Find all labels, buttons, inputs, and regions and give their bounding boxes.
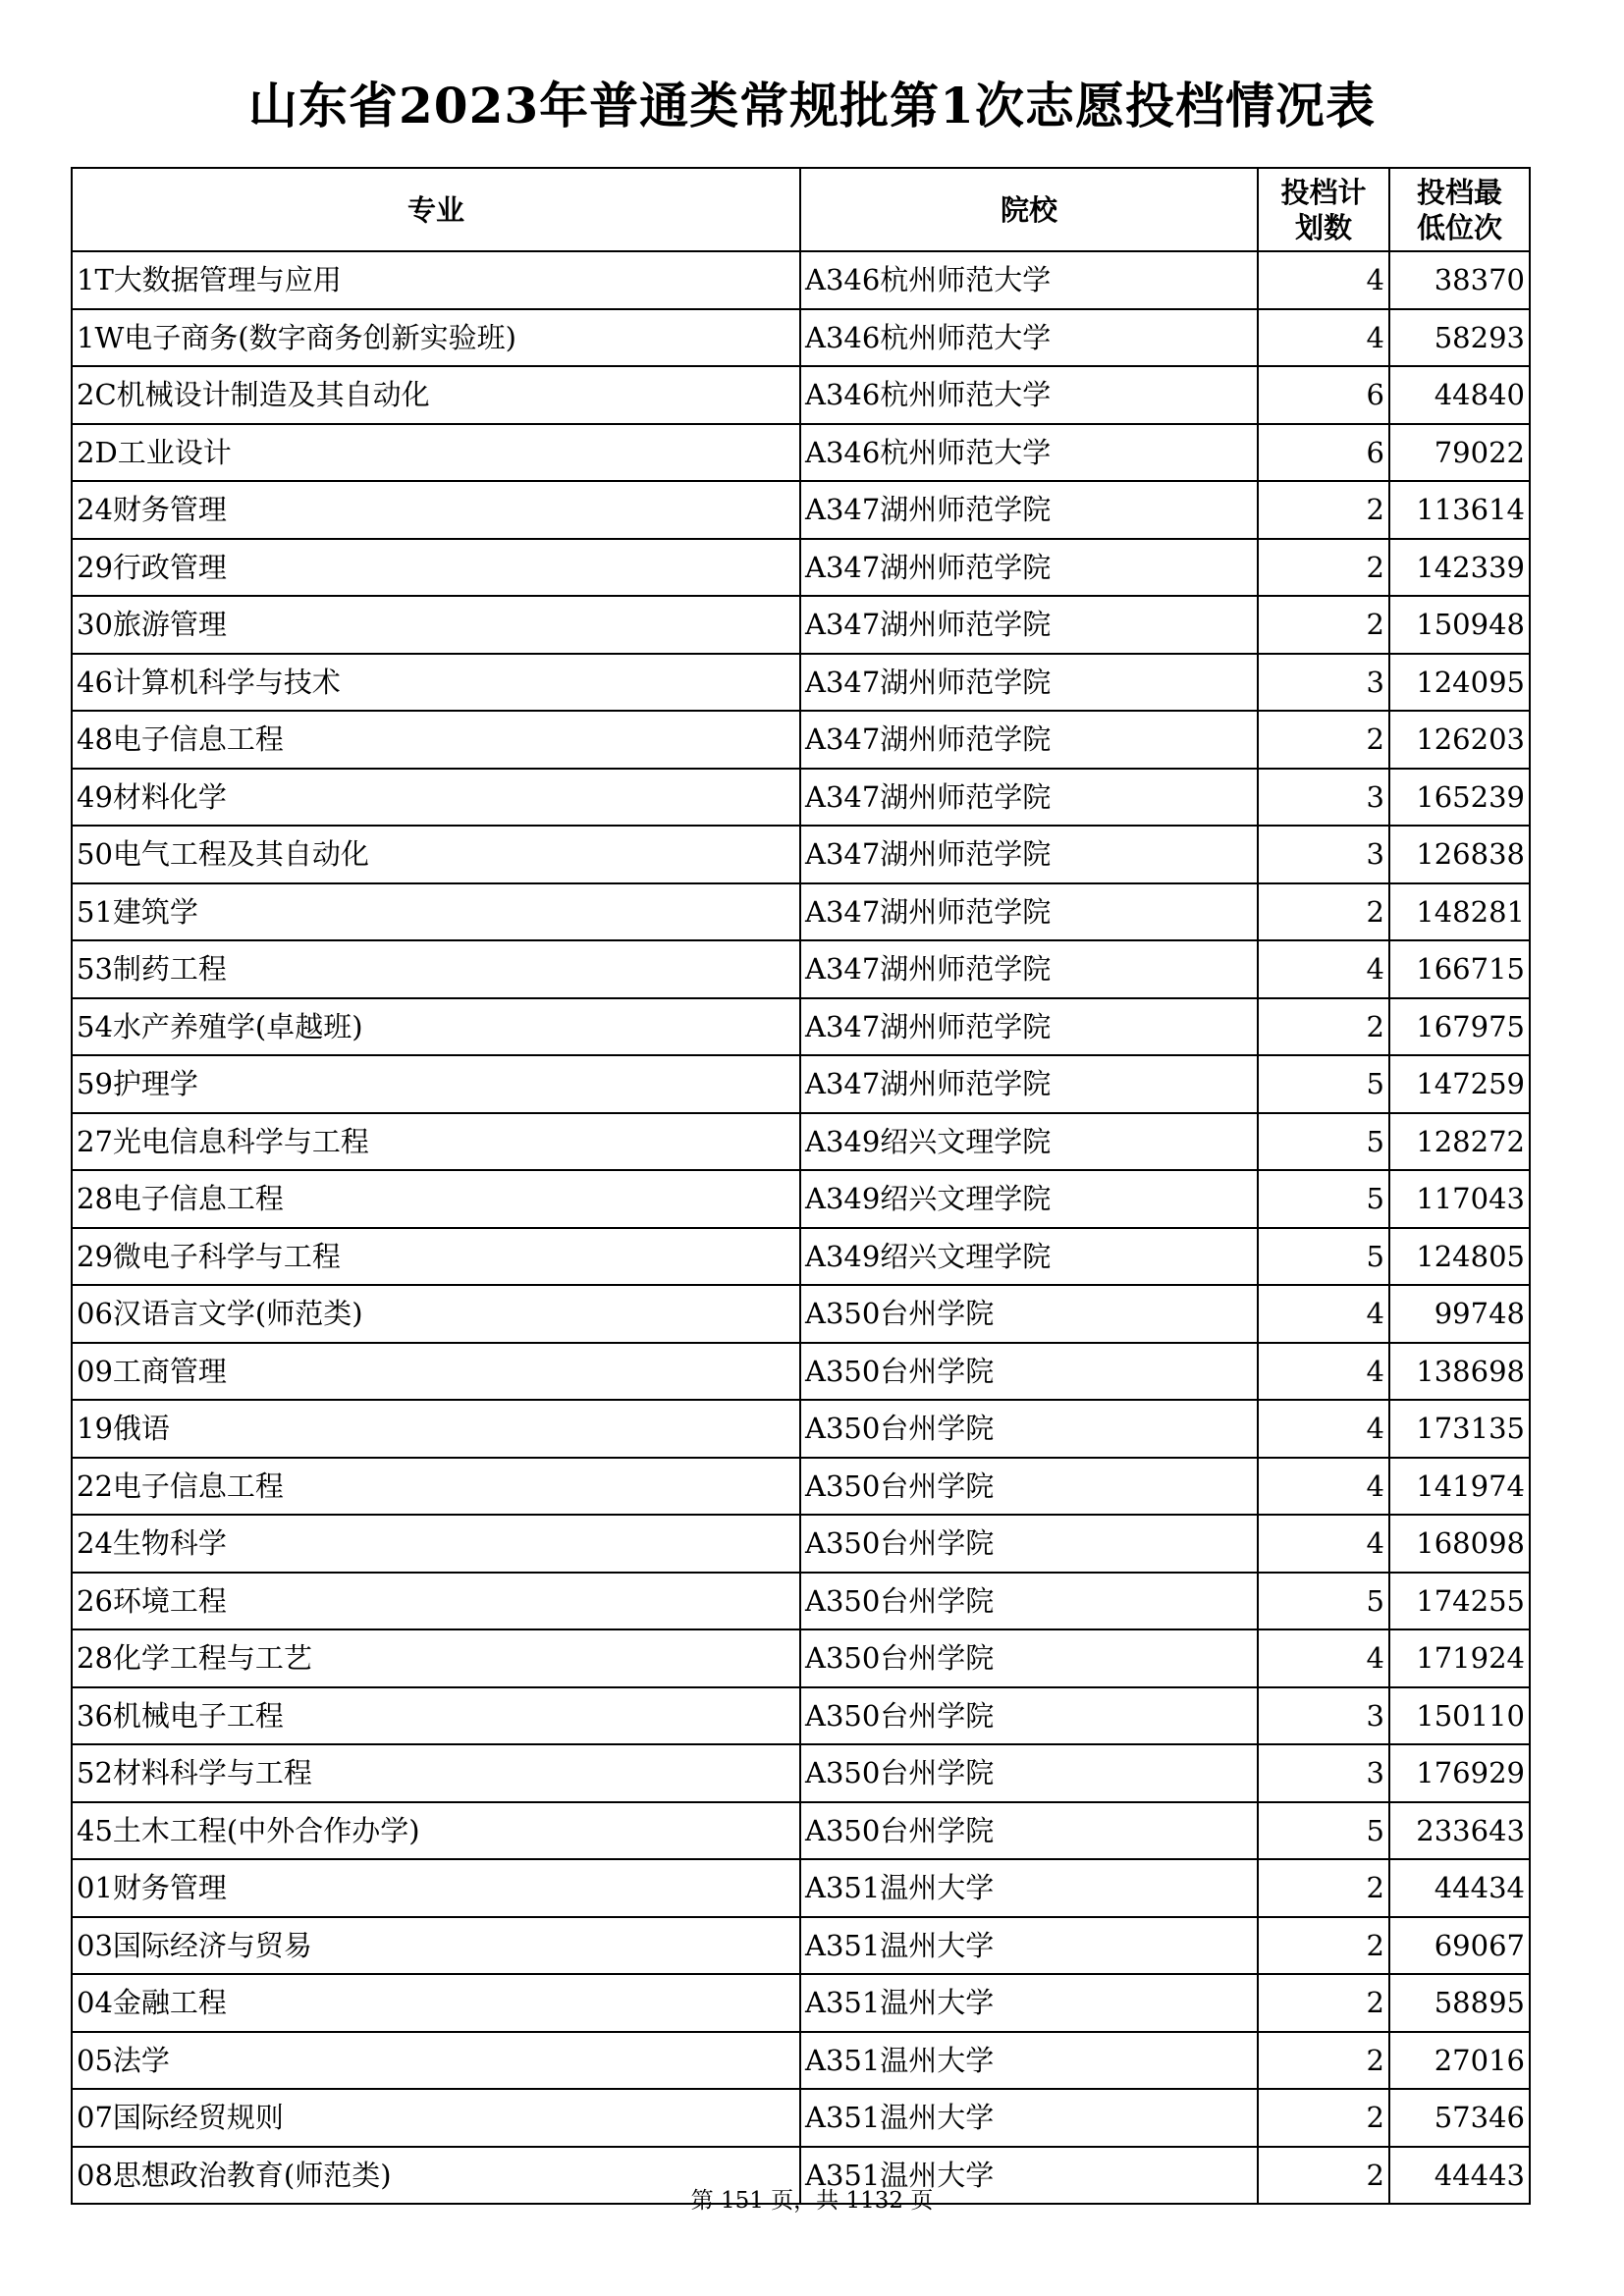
major-cell: 59护理学 [72,1055,800,1113]
table-row [72,1687,1530,1745]
table-row [72,1170,1530,1228]
plan-cell: 2 [1258,1917,1389,1975]
school-cell: A346杭州师范大学 [800,424,1258,482]
plan-cell: 4 [1258,1629,1389,1687]
rank-cell: 142339 [1389,539,1530,597]
rank-cell: 79022 [1389,424,1530,482]
major-cell: 54水产养殖学(卓越班) [72,998,800,1056]
major-cell: 50电气工程及其自动化 [72,826,800,883]
major-cell: 06汉语言文学(师范类) [72,1285,800,1343]
plan-cell: 2 [1258,596,1389,654]
major-cell: 2D工业设计 [72,424,800,482]
plan-cell: 3 [1258,1744,1389,1802]
plan-cell: 2 [1258,2089,1389,2147]
school-cell: A347湖州师范学院 [800,711,1258,769]
plan-cell: 2 [1258,1974,1389,2032]
major-cell: 05法学 [72,2032,800,2090]
table-header-row [72,168,1530,251]
school-cell: A346杭州师范大学 [800,366,1258,424]
rank-cell: 138698 [1389,1343,1530,1401]
school-cell: A349绍兴文理学院 [800,1170,1258,1228]
major-cell: 24财务管理 [72,481,800,539]
school-cell: A350台州学院 [800,1802,1258,1860]
rank-cell: 148281 [1389,883,1530,941]
rank-cell: 176929 [1389,1744,1530,1802]
table-row [72,539,1530,597]
school-cell: A351温州大学 [800,1859,1258,1917]
plan-cell: 2 [1258,883,1389,941]
rank-cell: 126838 [1389,826,1530,883]
school-cell: A347湖州师范学院 [800,998,1258,1056]
rank-cell: 167975 [1389,998,1530,1056]
rank-cell: 38370 [1389,251,1530,309]
rank-cell: 141974 [1389,1458,1530,1516]
table-row [72,1343,1530,1401]
school-cell: A350台州学院 [800,1343,1258,1401]
plan-cell: 6 [1258,424,1389,482]
header-rank-line1: 投档最 [1416,175,1502,209]
rank-cell: 58895 [1389,1974,1530,2032]
page-footer: 第 151 页，共 1132 页 [690,2188,934,2214]
major-cell: 29微电子科学与工程 [72,1228,800,1286]
plan-cell: 4 [1258,309,1389,367]
major-cell: 24生物科学 [72,1515,800,1573]
rank-cell: 174255 [1389,1573,1530,1630]
school-cell: A347湖州师范学院 [800,1055,1258,1113]
table-row [72,1400,1530,1458]
table-row [72,596,1530,654]
school-cell: A347湖州师范学院 [800,940,1258,998]
plan-cell: 3 [1258,769,1389,827]
plan-cell: 2 [1258,1859,1389,1917]
plan-cell: 2 [1258,2032,1389,2090]
school-cell: A349绍兴文理学院 [800,1228,1258,1286]
school-cell: A347湖州师范学院 [800,769,1258,827]
table-row [72,1802,1530,1860]
table-row [72,1228,1530,1286]
rank-cell: 113614 [1389,481,1530,539]
table-row [72,1458,1530,1516]
school-cell: A351温州大学 [800,2147,1258,2205]
table-row [72,998,1530,1056]
major-cell: 45土木工程(中外合作办学) [72,1802,800,1860]
plan-cell: 4 [1258,1285,1389,1343]
table-row [72,769,1530,827]
major-cell: 2C机械设计制造及其自动化 [72,366,800,424]
major-cell: 01财务管理 [72,1859,800,1917]
major-cell: 19俄语 [72,1400,800,1458]
major-cell: 27光电信息科学与工程 [72,1113,800,1171]
school-cell: A351温州大学 [800,2032,1258,2090]
table-row [72,1629,1530,1687]
major-cell: 08思想政治教育(师范类) [72,2147,800,2205]
table-row [72,366,1530,424]
major-cell: 22电子信息工程 [72,1458,800,1516]
major-cell: 30旅游管理 [72,596,800,654]
rank-cell: 150948 [1389,596,1530,654]
school-cell: A350台州学院 [800,1687,1258,1745]
school-cell: A350台州学院 [800,1458,1258,1516]
rank-cell: 69067 [1389,1917,1530,1975]
major-cell: 36机械电子工程 [72,1687,800,1745]
major-cell: 52材料科学与工程 [72,1744,800,1802]
page-title: 山东省2023年普通类常规批第1次志愿投档情况表 [248,77,1376,134]
major-cell: 07国际经贸规则 [72,2089,800,2147]
major-cell: 49材料化学 [72,769,800,827]
school-cell: A350台州学院 [800,1629,1258,1687]
table-row [72,1573,1530,1630]
major-cell: 46计算机科学与技术 [72,654,800,712]
major-cell: 26环境工程 [72,1573,800,1630]
rank-cell: 128272 [1389,1113,1530,1171]
plan-cell: 4 [1258,1400,1389,1458]
table-body [72,251,1530,2204]
rank-cell: 117043 [1389,1170,1530,1228]
school-cell: A351温州大学 [800,1917,1258,1975]
table-row [72,251,1530,309]
major-cell: 1W电子商务(数字商务创新实验班) [72,309,800,367]
major-cell: 29行政管理 [72,539,800,597]
major-cell: 51建筑学 [72,883,800,941]
plan-cell: 4 [1258,940,1389,998]
school-cell: A347湖州师范学院 [800,539,1258,597]
rank-cell: 44443 [1389,2147,1530,2205]
rank-cell: 165239 [1389,769,1530,827]
plan-cell: 4 [1258,251,1389,309]
rank-cell: 27016 [1389,2032,1530,2090]
table-row [72,654,1530,712]
major-cell: 53制药工程 [72,940,800,998]
table-row [72,1917,1530,1975]
rank-cell: 147259 [1389,1055,1530,1113]
table-row [72,2089,1530,2147]
school-cell: A350台州学院 [800,1285,1258,1343]
major-cell: 28电子信息工程 [72,1170,800,1228]
table-row [72,1113,1530,1171]
table-row [72,309,1530,367]
school-cell: A347湖州师范学院 [800,596,1258,654]
table-row [72,1055,1530,1113]
plan-cell: 5 [1258,1228,1389,1286]
school-cell: A350台州学院 [800,1573,1258,1630]
major-cell: 03国际经济与贸易 [72,1917,800,1975]
table-row [72,1744,1530,1802]
rank-cell: 124805 [1389,1228,1530,1286]
header-major: 专业 [72,168,800,251]
plan-cell: 4 [1258,1515,1389,1573]
plan-cell: 5 [1258,1113,1389,1171]
plan-cell: 2 [1258,2147,1389,2205]
major-cell: 1T大数据管理与应用 [72,251,800,309]
plan-cell: 3 [1258,1687,1389,1745]
rank-cell: 124095 [1389,654,1530,712]
plan-cell: 2 [1258,711,1389,769]
table-row [72,883,1530,941]
rank-cell: 168098 [1389,1515,1530,1573]
plan-cell: 4 [1258,1458,1389,1516]
table-row [72,1974,1530,2032]
header-rank [1389,168,1530,251]
plan-cell: 2 [1258,539,1389,597]
plan-cell: 2 [1258,998,1389,1056]
major-cell: 09工商管理 [72,1343,800,1401]
school-cell: A351温州大学 [800,2089,1258,2147]
rank-cell: 57346 [1389,2089,1530,2147]
plan-cell: 5 [1258,1573,1389,1630]
rank-cell: 166715 [1389,940,1530,998]
school-cell: A347湖州师范学院 [800,481,1258,539]
school-cell: A346杭州师范大学 [800,309,1258,367]
rank-cell: 233643 [1389,1802,1530,1860]
major-cell: 28化学工程与工艺 [72,1629,800,1687]
plan-cell: 5 [1258,1170,1389,1228]
school-cell: A346杭州师范大学 [800,251,1258,309]
plan-cell: 3 [1258,826,1389,883]
rank-cell: 44840 [1389,366,1530,424]
school-cell: A350台州学院 [800,1400,1258,1458]
admissions-table [71,167,1531,2205]
rank-cell: 99748 [1389,1285,1530,1343]
table-row [72,826,1530,883]
rank-cell: 150110 [1389,1687,1530,1745]
school-cell: A350台州学院 [800,1744,1258,1802]
school-cell: A351温州大学 [800,1974,1258,2032]
plan-cell: 2 [1258,481,1389,539]
table-row [72,481,1530,539]
major-cell: 48电子信息工程 [72,711,800,769]
header-school: 院校 [800,168,1258,251]
table-row [72,1285,1530,1343]
rank-cell: 58293 [1389,309,1530,367]
rank-cell: 173135 [1389,1400,1530,1458]
header-plan [1258,168,1389,251]
plan-cell: 4 [1258,1343,1389,1401]
table-row [72,1859,1530,1917]
plan-cell: 6 [1258,366,1389,424]
header-rank-line2: 低位次 [1416,210,1502,244]
table-row [72,424,1530,482]
plan-cell: 3 [1258,654,1389,712]
school-cell: A350台州学院 [800,1515,1258,1573]
school-cell: A349绍兴文理学院 [800,1113,1258,1171]
school-cell: A347湖州师范学院 [800,826,1258,883]
plan-cell: 5 [1258,1802,1389,1860]
major-cell: 04金融工程 [72,1974,800,2032]
header-plan-line1: 投档计 [1280,175,1367,209]
school-cell: A347湖州师范学院 [800,654,1258,712]
rank-cell: 126203 [1389,711,1530,769]
table-row [72,2032,1530,2090]
table-row [72,940,1530,998]
table-row [72,1515,1530,1573]
table-row [72,711,1530,769]
rank-cell: 171924 [1389,1629,1530,1687]
header-plan-line2: 划数 [1294,210,1352,244]
rank-cell: 44434 [1389,1859,1530,1917]
school-cell: A347湖州师范学院 [800,883,1258,941]
plan-cell: 5 [1258,1055,1389,1113]
